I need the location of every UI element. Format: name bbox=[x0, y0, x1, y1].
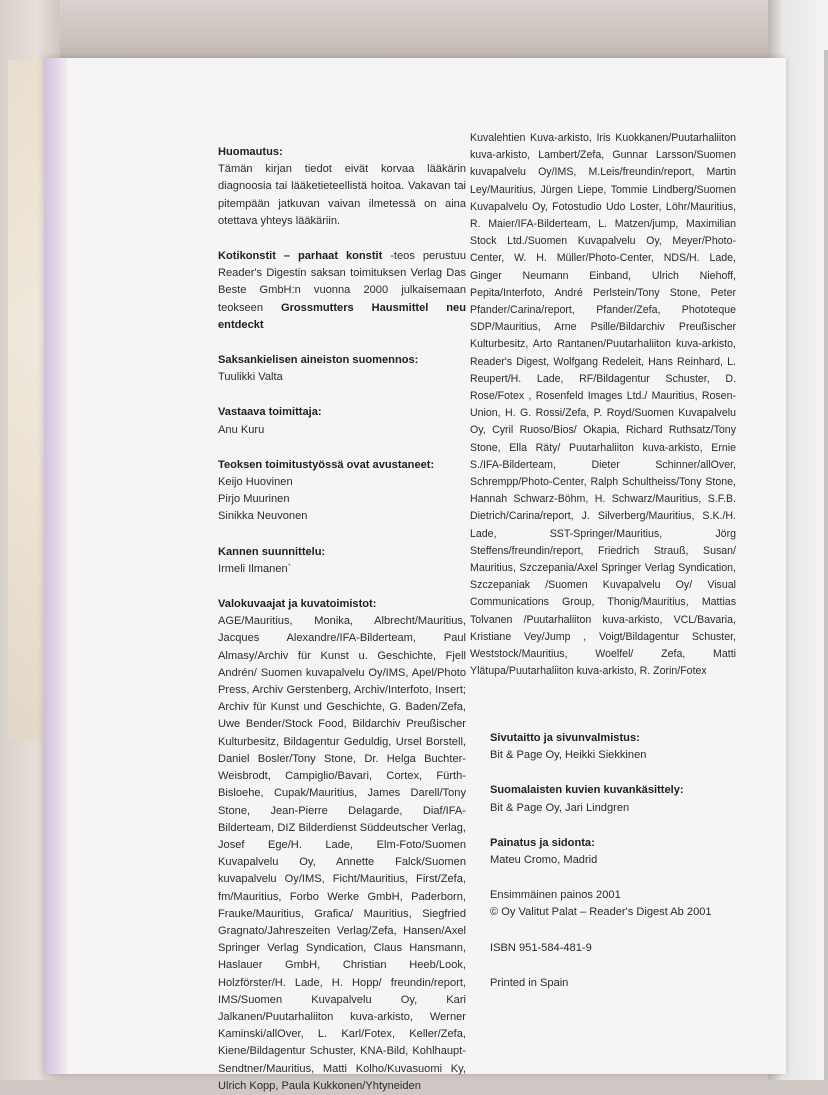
contributor-name: Sinikka Neuvonen bbox=[218, 510, 308, 523]
translation-block bbox=[218, 352, 466, 386]
editor-heading: Vastaava toimittaja: bbox=[218, 406, 322, 419]
isbn: ISBN 951-584-481-9 bbox=[490, 941, 592, 954]
notice-text: Tämän kirjan tiedot eivät korvaa lääkärin diagnoosia tai lääketieteellistä hoitoa. Vakavan tai pitempään jatkuvan vaivan ilmetessä on aina otettava yhteys lääkäriin. bbox=[218, 163, 466, 227]
credits-block bbox=[490, 730, 750, 992]
origin-text: -teos perustuu Reader's Digestin saksan toimituksen Verlag Das Beste GmbH:n vuonna 2000 julkaisemaan teokseen bbox=[218, 250, 466, 314]
edition-info bbox=[490, 887, 750, 921]
cover-designer: Irmeli Ilmanen` bbox=[218, 562, 292, 575]
contributors-block bbox=[218, 457, 466, 526]
photographers-text-right: Kuvalehtien Kuva-arkisto, Iris Kuokkanen/Puutarhaliiton kuva-arkisto, Lambert/Zefa, Gunnar Larsson/Suomen kuvapalvelu Oy/IMS, M.Leis/freundin/report, Martin Ley/Mauritius, Jürgen Liepe, Tommie Lindberg/Suomen Kuvapalvelu Oy, Fotostudio Udo Loster, Löhr/Mauritius, R. Maier/IFA-Bilderteam, L. Matzen/jump, Maximilian Stock Ltd./Suomen Kuvapalvelu Oy, Meyer/Photo-Center, W. H. Müller/Photo-Center, NDS/H. Lade, Ginger Neumann Einband, Ulrich Niehoff, Pepita/Interfoto, André Perlstein/Tony Stone, Peter Pfander/Carina/report, Pfander/Zefa, Phototeque SDP/Mauritius, Arne Psille/Bildarchiv Preußischer Kulturbesitz, Arto Rantanen/Puutarhaliiton kuva-arkisto, Reader's Digest, Wolfgang Redeleit, Hans Reinhard, L. Reupert/H. Lade, RF/Bildagentur Schuster, D. Rose/Fotex , Rosenfeld Images Ltd./ Mauritius, Rosen-Union, H. G. Rossi/Zefa, P. Royd/Suomen Kuvapalvelu Oy, Cyril Ruoso/Bios/ Okapia, Richard Ruthsatz/Tony Stone, Ella Räty/ Puutarhaliiton kuva-arkisto, Ernie S./IFA-Bilderteam, Dieter Schinner/allOver, Schrempp/Photo-Center, Ralph Schultheiss/Tony Stone, Hannah Schwarz-Böhm, H. Schwarz/Mauritius, S.F.B. Dietrich/Carina/report, J. Silverberg/Mauritius, S.K./H. Lade, SST-Springer/Mauritius, Jörg Steffens/freundin/report, Friedrich Strauß, Susan/ Mauritius, Szczepania/Axel Springer Verlag Syndication, Szczepaniak /Suomen Kuvapalvelu Oy/ Visual Communications Group, Thonig/Mauritius, Mattias Tolvanen /Puutarhaliiton kuva-arkisto, VCL/Bavaria, Kristiane Vey/Jump , Voigt/Bildagentur Schuster, Weststock/Mauritius, Woelfel/ Zefa, Matti Ylätupa/Puutarhaliiton kuva-arkisto, R. Zorin/Fotex bbox=[470, 132, 736, 678]
copyright: © Oy Valitut Palat – Reader's Digest Ab 2001 bbox=[490, 906, 712, 919]
original-title: Grossmutters Hausmittel neu entdeckt bbox=[218, 301, 466, 331]
image-processing-credit bbox=[490, 782, 750, 816]
contributor-name: Pirjo Muurinen bbox=[218, 493, 290, 506]
printing-name: Mateu Cromo, Madrid bbox=[490, 854, 598, 867]
image-processing-name: Bit & Page Oy, Jari Lindgren bbox=[490, 801, 630, 814]
layout-credit bbox=[490, 730, 750, 764]
layout-heading: Sivutaitto ja sivunvalmistus: bbox=[490, 732, 640, 744]
translation-heading: Saksankielisen aineiston suomennos: bbox=[218, 354, 419, 367]
printed-in: Printed in Spain bbox=[490, 976, 569, 989]
photographers-block bbox=[218, 596, 466, 1095]
origin-block bbox=[218, 248, 466, 334]
photographers-heading: Valokuvaajat ja kuvatoimistot: bbox=[218, 598, 377, 611]
image-processing-heading: Suomalaisten kuvien kuvankäsittely: bbox=[490, 784, 684, 797]
notice-heading: Huomautus: bbox=[218, 146, 283, 158]
left-column bbox=[218, 144, 466, 1095]
translator-name: Tuulikki Valta bbox=[218, 371, 283, 384]
first-print: Ensimmäinen painos 2001 bbox=[490, 889, 621, 902]
book-title: Kotikonstit – parhaat konstit bbox=[218, 250, 383, 263]
cover-block bbox=[218, 544, 466, 578]
right-column bbox=[470, 130, 736, 681]
contributor-name: Keijo Huovinen bbox=[218, 476, 293, 489]
contributors-heading: Teoksen toimitustyössä ovat avustaneet: bbox=[218, 458, 435, 471]
printing-credit bbox=[490, 835, 750, 869]
layout-name: Bit & Page Oy, Heikki Siekkinen bbox=[490, 749, 647, 762]
notice-block bbox=[218, 144, 466, 230]
editor-block bbox=[218, 404, 466, 438]
printing-heading: Painatus ja sidonta: bbox=[490, 836, 595, 849]
page-edge bbox=[44, 58, 68, 1074]
editor-name: Anu Kuru bbox=[218, 423, 265, 436]
next-page-edge bbox=[824, 50, 828, 1080]
book-page bbox=[44, 58, 786, 1092]
cover-heading: Kannen suunnittelu: bbox=[218, 545, 326, 558]
photographers-text-left: AGE/Mauritius, Monika, Albrecht/Mauritius, Jacques Alexandre/IFA-Bilderteam, Paul Almasy/Archiv für Kunst u. Geschichte, Fjell Andrén/ Suomen kuvapalvelu Oy/IMS, Apel/Photo Press, Archiv Gerstenberg, Archiv/Interfoto, Insert; Archiv für Kunst und Geschichte, G. Baden/Zefa, Uwe Bender/Stock Food, Bildarchiv Preußischer Kulturbesitz, Bildagentur Geduldig, Ursel Borstell, Daniel Bosler/Tony Stone, Dr. Helga Buchter-Weisbrodt, Campiglio/Bavari, Cortex, Fürth-Bisloehe, Cupak/Mauritius, James Darell/Tony Stone, Jean-Pierre Delagarde, Diaf/IFA-Bilderteam, DIZ Bilderdienst Süddeutscher Verlag, Josef Ege/H. Lade, Elm-Foto/Suomen Kuvapalvelu Oy, Annette Falck/Suomen kuvapalvelu Oy/IMS, Ficht/Mauritius, First/Zefa, fm/Mauritius, Forbo Werke GmbH, Paderborn, Frauke/Mauritius, Grafica/ Mauritius, Siegfried Gragnato/Jahreszeiten Verlag/Zefa, Hansen/Axel Springer Verlag Syndication, Claus Hansmann, Haslauer GmbH, Christian Heeb/Look, Holzförster/H. Lade, H. Hopp/ freundin/report, IMS/Suomen Kuvapalvelu Oy, Kari Jalkanen/Puutarhaliiton kuva-arkisto, Werner Kaminski/allOver, L. Karl/Fotex, Keller/Zefa, Kiene/Bildagentur Schuster, KNA-Bild, Kohlhaupt-Sendtner/Mauritius, Matti Kolho/Kuvasuomi Ky, Ulrich Kopp, Paula Kukkonen/Yhtyneiden bbox=[218, 615, 466, 1092]
